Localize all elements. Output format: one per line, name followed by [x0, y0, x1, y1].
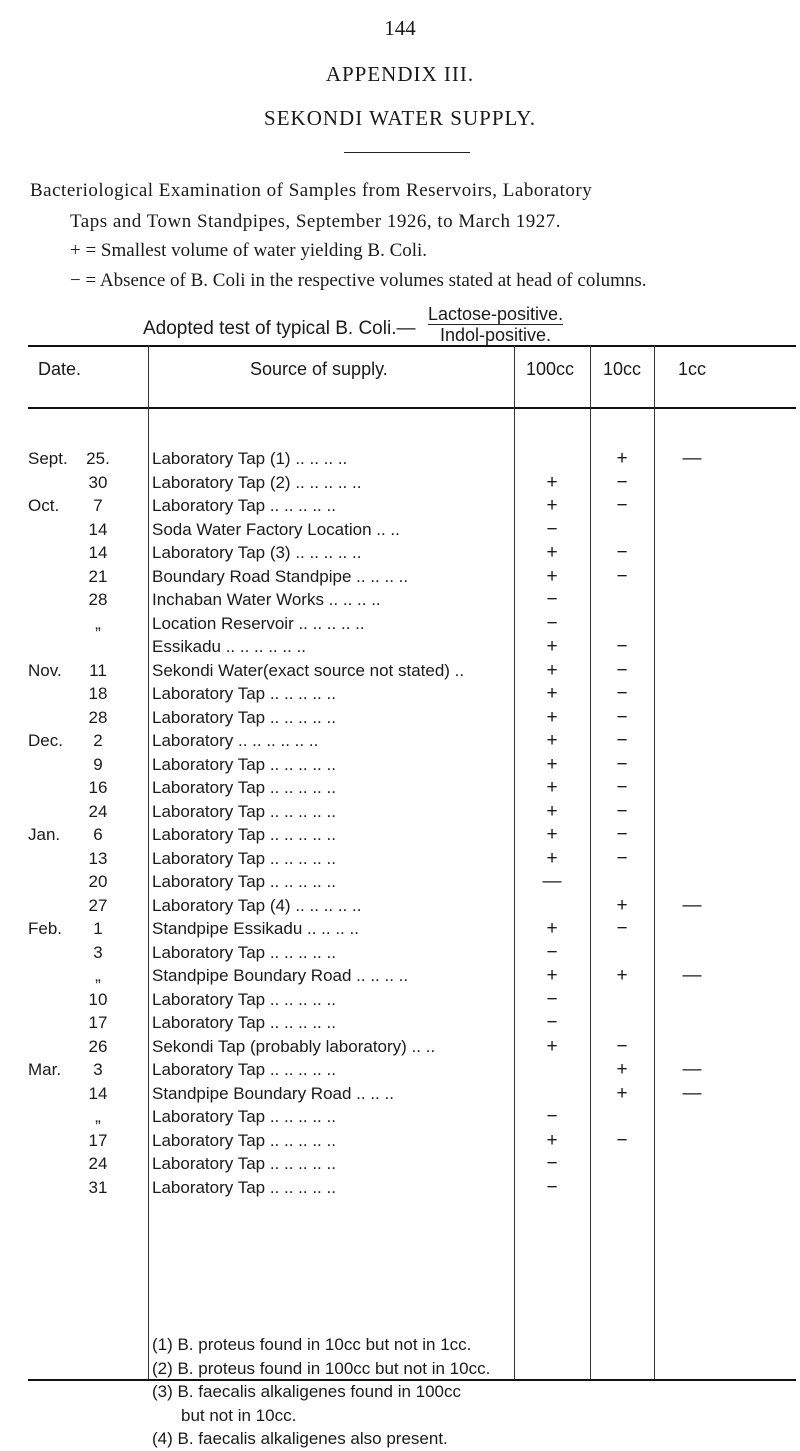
row-100cc: +: [546, 683, 558, 704]
row-source: Essikadu .. .. .. .. .. ..: [152, 637, 306, 656]
row-10cc: −: [616, 847, 628, 869]
table-row: [28, 941, 796, 965]
row-day: 3: [93, 942, 103, 962]
row-source: Sekondi Water(exact source not stated) ..: [152, 660, 465, 680]
table-row: [28, 1105, 796, 1129]
adopted-test-fraction: [428, 304, 563, 345]
row-source: Laboratory Tap .. .. .. .. ..: [152, 989, 336, 1009]
row-source: Laboratory Tap .. .. .. .. ..: [152, 1177, 336, 1197]
legend-plus: + = Smallest volume of water yielding B. Coli.: [70, 240, 428, 261]
row-100cc: +: [546, 965, 558, 986]
row-day: 18: [88, 684, 108, 703]
row-day: 2: [93, 731, 103, 750]
adopted-test-numerator: Lactose-positive.: [428, 304, 564, 324]
row-100cc: −: [546, 612, 558, 634]
row-source: Laboratory Tap .. .. .. .. ..: [152, 496, 336, 515]
row-10cc: −: [616, 824, 628, 845]
row-100cc: −: [546, 941, 558, 963]
row-10cc: +: [616, 1082, 628, 1104]
row-source: Laboratory Tap .. .. .. .. ..: [152, 942, 336, 962]
row-1cc: —: [682, 894, 702, 916]
table-row: [28, 964, 796, 988]
row-100cc: −: [546, 518, 558, 540]
row-1cc: —: [682, 1059, 702, 1080]
row-100cc: −: [546, 1106, 558, 1127]
row-100cc: +: [546, 777, 558, 798]
table-row: [28, 1152, 796, 1176]
row-source: Laboratory Tap .. .. .. .. ..: [152, 707, 336, 727]
row-source: Standpipe Essikadu .. .. .. ..: [152, 919, 359, 938]
row-day: 9: [93, 754, 103, 774]
row-10cc: −: [616, 777, 628, 798]
row-source: Laboratory Tap .. .. .. .. ..: [152, 754, 336, 774]
row-source: Laboratory Tap .. .. .. .. ..: [152, 1107, 336, 1126]
row-source: Laboratory Tap .. .. .. .. ..: [152, 1060, 336, 1079]
row-month: Oct.: [28, 496, 60, 515]
row-day: 26: [88, 1036, 108, 1056]
row-10cc: −: [616, 636, 628, 657]
row-100cc: +: [546, 847, 558, 869]
row-100cc: +: [546, 800, 558, 822]
table-row: [28, 847, 796, 871]
row-source: Laboratory Tap (3) .. .. .. .. ..: [152, 543, 362, 562]
row-source: Location Reservoir .. .. .. .. ..: [152, 613, 365, 633]
table-row: [28, 800, 796, 824]
row-100cc: +: [546, 753, 558, 775]
row-source: Boundary Road Standpipe .. .. .. ..: [152, 566, 409, 586]
appendix-title: APPENDIX III.: [325, 62, 475, 86]
page-number: 144: [384, 16, 416, 40]
table-row: [28, 870, 796, 894]
row-source: Laboratory Tap .. .. .. .. ..: [152, 778, 336, 797]
row-10cc: −: [616, 918, 628, 939]
row-100cc: +: [546, 659, 558, 681]
row-100cc: +: [546, 706, 558, 728]
row-day: 6: [93, 825, 103, 844]
table-row: [28, 776, 796, 800]
row-month: Feb.: [28, 919, 63, 938]
row-source: Laboratory Tap .. .. .. .. ..: [152, 825, 336, 844]
table-row: [28, 588, 796, 612]
row-source: Sekondi Tap (probably laboratory) .. ..: [152, 1036, 436, 1056]
table-row: [28, 1176, 796, 1200]
row-source: Inchaban Water Works .. .. .. ..: [152, 590, 381, 609]
row-day: 14: [88, 543, 108, 562]
row-day: „: [95, 613, 101, 633]
table-note: (1) B. proteus found in 10cc but not in 1cc.: [152, 1335, 472, 1354]
row-day: 28: [88, 590, 108, 609]
legend-minus: − = Absence of B. Coli in the respective volumes stated at head of columns.: [70, 270, 647, 291]
row-month: Sept.: [28, 449, 68, 468]
table-row: [28, 917, 796, 941]
table-note: (4) B. faecalis alkaligenes also present.: [152, 1429, 448, 1448]
row-day: 1: [93, 919, 103, 938]
row-100cc: +: [546, 918, 558, 939]
table-row: [28, 753, 796, 777]
heading-line-1: Bacteriological Examination of Samples from Reservoirs, Laboratory: [30, 180, 593, 201]
row-month: Jan.: [28, 825, 61, 844]
row-day: 16: [88, 778, 108, 797]
row-10cc: −: [616, 471, 628, 493]
row-100cc: +: [546, 1129, 558, 1151]
row-1cc: —: [682, 448, 702, 469]
row-month: Dec.: [28, 731, 63, 750]
row-day: 14: [88, 519, 108, 539]
row-day: 24: [88, 801, 108, 821]
table-row: [28, 447, 796, 471]
table-body: [28, 447, 796, 1199]
row-10cc: +: [616, 448, 628, 469]
table-note: (2) B. proteus found in 100cc but not in 10cc.: [152, 1358, 491, 1378]
row-day: 11: [89, 660, 107, 680]
row-100cc: −: [546, 1176, 558, 1198]
row-10cc: +: [616, 965, 628, 986]
row-100cc: +: [546, 636, 558, 657]
table-row: [28, 894, 796, 918]
row-day: 3: [93, 1060, 103, 1079]
table-row: [28, 1082, 796, 1106]
row-source: Laboratory Tap (4) .. .. .. .. ..: [152, 895, 362, 915]
row-source: Standpipe Boundary Road .. .. .. ..: [152, 966, 409, 985]
row-10cc: −: [616, 565, 628, 587]
heading-line-2: Taps and Town Standpipes, September 1926, to March 1927.: [70, 211, 561, 232]
row-10cc: −: [616, 1035, 628, 1057]
row-100cc: —: [542, 871, 562, 892]
table-row: [28, 1129, 796, 1153]
row-1cc: —: [682, 1082, 702, 1104]
header-source: Source of supply.: [250, 359, 388, 379]
table-row: [28, 541, 796, 565]
row-10cc: +: [616, 1059, 628, 1080]
row-day: 14: [88, 1083, 108, 1103]
row-1cc: —: [682, 965, 702, 986]
row-source: Laboratory Tap .. .. .. .. ..: [152, 684, 336, 703]
header-100cc: 100cc: [526, 359, 575, 379]
row-day: 21: [88, 566, 108, 586]
table-note: (3) B. faecalis alkaligenes found in 100cc: [152, 1382, 462, 1401]
title-divider: [344, 152, 470, 153]
row-100cc: −: [546, 589, 558, 610]
header-bottom-rule: [28, 407, 796, 409]
row-source: Laboratory Tap .. .. .. .. ..: [152, 1130, 336, 1150]
row-day: 20: [88, 872, 108, 891]
row-day: 13: [88, 848, 108, 868]
row-day: 28: [88, 707, 108, 727]
adopted-test-label: Adopted test of typical B. Coli.—: [143, 318, 416, 339]
row-day: 10: [88, 989, 108, 1009]
row-day: 17: [88, 1013, 108, 1032]
row-10cc: −: [616, 753, 628, 775]
row-day: „: [95, 966, 101, 985]
row-100cc: +: [546, 542, 558, 563]
table-row: [28, 635, 796, 659]
row-day: 24: [88, 1154, 108, 1173]
row-source: Soda Water Factory Location .. ..: [152, 519, 400, 539]
table-row: [28, 1035, 796, 1059]
row-100cc: −: [546, 1153, 558, 1174]
header-1cc: 1cc: [678, 359, 707, 379]
table-row: [28, 988, 796, 1012]
table-note: but not in 10cc.: [181, 1405, 297, 1425]
table-row: [28, 494, 796, 518]
row-100cc: +: [546, 471, 558, 493]
row-100cc: +: [546, 495, 558, 516]
row-month: Nov.: [28, 660, 62, 680]
row-10cc: −: [616, 730, 628, 751]
table-row: [28, 682, 796, 706]
table-top-rule: [28, 345, 796, 347]
row-10cc: −: [616, 659, 628, 681]
table-row: [28, 518, 796, 542]
header-date: Date.: [38, 359, 82, 379]
table-notes: [152, 1333, 552, 1451]
row-source: Standpipe Boundary Road .. .. ..: [152, 1083, 394, 1103]
row-10cc: −: [616, 706, 628, 728]
header-10cc: 10cc: [603, 359, 642, 379]
table-row: [28, 823, 796, 847]
table-row: [28, 471, 796, 495]
row-10cc: −: [616, 542, 628, 563]
row-day: 7: [93, 496, 103, 515]
row-10cc: −: [616, 683, 628, 704]
row-source: Laboratory Tap (1) .. .. .. ..: [152, 449, 348, 468]
row-day: 30: [88, 472, 108, 492]
row-source: Laboratory Tap .. .. .. .. ..: [152, 1013, 336, 1032]
row-10cc: −: [616, 800, 628, 822]
row-day: 31: [88, 1177, 108, 1197]
row-day: 27: [88, 895, 108, 915]
row-source: Laboratory Tap .. .. .. .. ..: [152, 801, 336, 821]
row-day: 25.: [86, 449, 110, 468]
row-100cc: +: [546, 1035, 558, 1057]
row-10cc: +: [616, 894, 628, 916]
table-row: [28, 706, 796, 730]
table-row: [28, 1058, 796, 1082]
row-source: Laboratory Tap (2) .. .. .. .. ..: [152, 472, 362, 492]
adopted-test-denominator: Indol-positive.: [440, 325, 552, 345]
table-row: [28, 565, 796, 589]
row-source: Laboratory Tap .. .. .. .. ..: [152, 872, 336, 891]
row-100cc: +: [546, 824, 558, 845]
appendix-subtitle: SEKONDI WATER SUPPLY.: [264, 106, 536, 130]
results-table: [28, 345, 796, 1448]
table-row: [28, 659, 796, 683]
table-row: [28, 1011, 796, 1035]
row-month: Mar.: [28, 1060, 62, 1079]
row-day: „: [95, 1107, 101, 1126]
row-10cc: −: [616, 1129, 628, 1151]
row-100cc: +: [546, 565, 558, 587]
table-row: [28, 729, 796, 753]
row-source: Laboratory Tap .. .. .. .. ..: [152, 1154, 336, 1173]
row-100cc: +: [546, 730, 558, 751]
row-100cc: −: [546, 988, 558, 1010]
table-row: [28, 612, 796, 636]
row-source: Laboratory .. .. .. .. .. ..: [152, 731, 319, 750]
row-day: 17: [88, 1130, 108, 1150]
row-source: Laboratory Tap .. .. .. .. ..: [152, 848, 336, 868]
row-100cc: −: [546, 1012, 558, 1033]
row-10cc: −: [616, 495, 628, 516]
